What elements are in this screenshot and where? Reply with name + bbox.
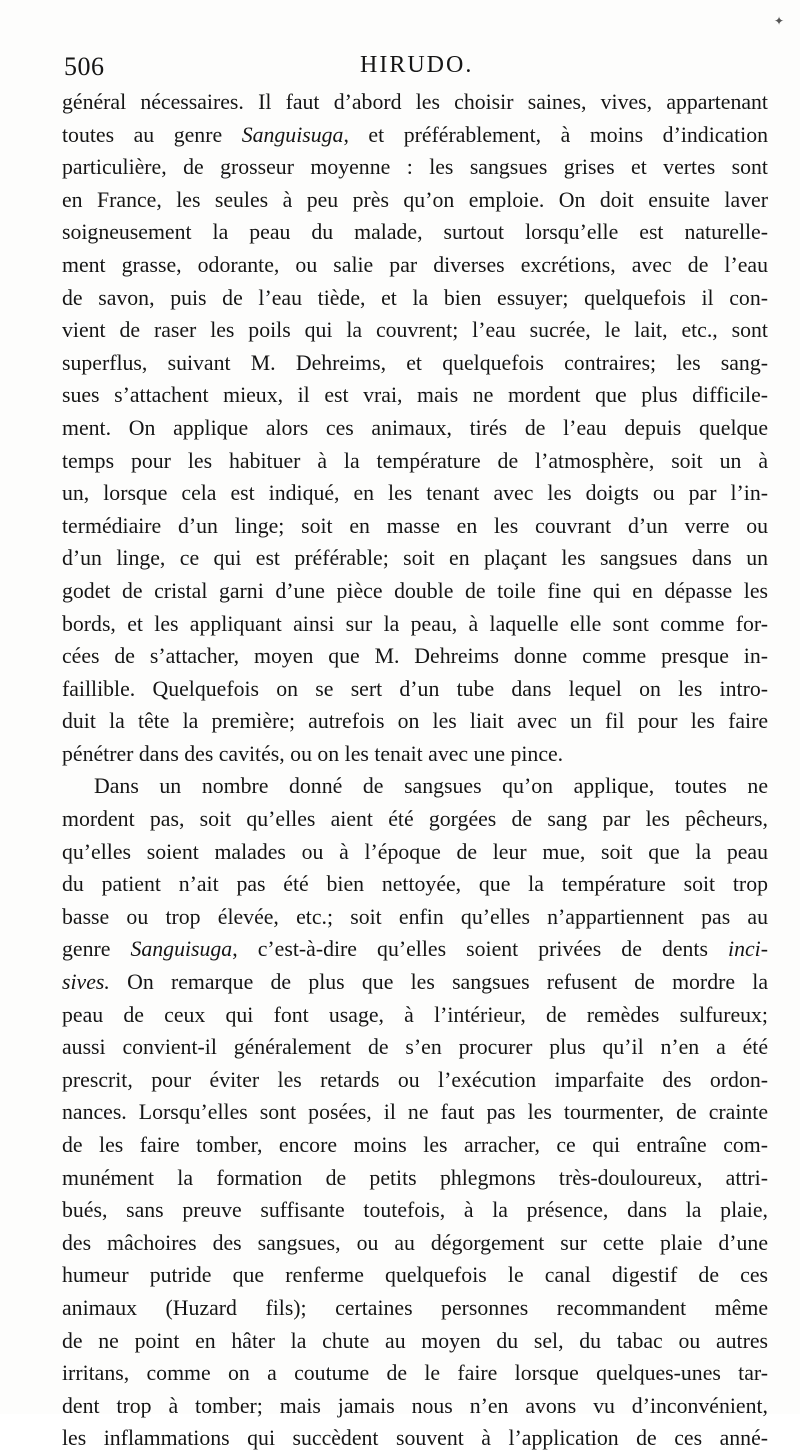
text-line: cées de s’attacher, moyen que M. Dehreims donne comme presque in- xyxy=(62,644,768,669)
text-line: aussi convient-il généralement de s’en procurer plus qu’il n’en a été xyxy=(62,1035,768,1060)
text-line: godet de cristal garni d’une pièce double de toile fine qui en dépasse les xyxy=(62,578,768,603)
text-line: prescrit, pour éviter les retards ou l’exécution imparfaite des ordon- xyxy=(62,1067,768,1092)
text-line: de ne point en hâter la chute au moyen du sel, du tabac ou autres xyxy=(62,1328,768,1353)
text-line: bués, sans preuve suffisante toutefois, à la présence, dans la plaie, xyxy=(62,1198,768,1223)
text-line: toutes au genre Sanguisuga, et préférablement, à moins d’indication xyxy=(62,122,769,147)
text-line: sives. On remarque de plus que les sangsues refusent de mordre la xyxy=(62,970,768,995)
text-line: du patient n’ait pas été bien nettoyée, que la température soit trop xyxy=(62,872,768,897)
text-line: munément la formation de petits phlegmons très-douloureux, attri- xyxy=(62,1165,768,1190)
text-line: humeur putride que renferme quelquefois le canal digestif de ces xyxy=(62,1263,768,1288)
text-line: mordent pas, soit qu’elles aient été gorgées de sang par les pêcheurs, xyxy=(62,807,768,832)
text-line: superflus, suivant M. Dehreims, et quelquefois contraires; les sang- xyxy=(62,350,768,375)
running-head-title: HIRUDO. xyxy=(360,52,474,78)
paragraph-end-line: pénétrer dans des cavités, ou on les tenait avec une pince. xyxy=(62,741,564,766)
text-line: d’un linge, ce qui est préférable; soit en plaçant les sangsues dans un xyxy=(62,546,768,571)
text-line: ment. On applique alors ces animaux, tirés de l’eau depuis quelque xyxy=(62,415,768,440)
ink-mark: ✦ xyxy=(774,14,785,28)
text-line: de savon, puis de l’eau tiède, et la bien essuyer; quelquefois il con- xyxy=(62,285,768,310)
paragraph-start-line: Dans un nombre donné de sangsues qu’on applique, toutes ne xyxy=(94,774,768,799)
text-line: particulière, de grosseur moyenne : les sangsues grises et vertes sont xyxy=(62,155,768,180)
text-line: des mâchoires des sangsues, ou au dégorgement sur cette plaie d’une xyxy=(62,1230,768,1255)
text-line: en France, les seules à peu près qu’on emploie. On doit ensuite laver xyxy=(62,187,768,212)
text-line: vient de raser les poils qui la couvrent; l’eau sucrée, le lait, etc., sont xyxy=(62,318,768,343)
text-line: nances. Lorsqu’elles sont posées, il ne faut pas les tourmenter, de crainte xyxy=(62,1100,768,1125)
text-line: faillible. Quelquefois on se sert d’un tube dans lequel on les intro- xyxy=(62,676,768,701)
body-text xyxy=(62,86,768,1455)
text-line: sues s’attachent mieux, il est vrai, mais ne mordent que plus difficile- xyxy=(62,383,768,408)
text-line: duit la tête la première; autrefois on les liait avec un fil pour les faire xyxy=(62,709,768,734)
text-line: peau de ceux qui font usage, à l’intérieur, de remèdes sulfureux; xyxy=(62,1002,768,1027)
text-line: genre Sanguisuga, c’est-à-dire qu’elles soient privées de dents inci- xyxy=(62,937,768,962)
text-line: général nécessaires. Il faut d’abord les choisir saines, vives, appartenant xyxy=(62,90,768,114)
page-number: 506 xyxy=(64,52,105,81)
text-line: soigneusement la peau du malade, surtout lorsqu’elle est naturelle- xyxy=(62,220,768,245)
text-line: basse ou trop élevée, etc.; soit enfin qu’elles n’appartiennent pas au xyxy=(62,904,768,929)
text-line: qu’elles soient malades ou à l’époque de leur mue, soit que la peau xyxy=(62,839,768,864)
text-line: temps pour les habituer à la température de l’atmosphère, soit un à xyxy=(62,448,768,473)
text-line: termédiaire d’un linge; soit en masse en les couvrant d’un verre ou xyxy=(62,513,768,538)
text-line: les inflammations qui succèdent souvent à l’application de ces anné- xyxy=(62,1426,768,1451)
text-line: dent trop à tomber; mais jamais nous n’en avons vu d’inconvénient, xyxy=(62,1393,768,1418)
text-line: ment grasse, odorante, ou salie par diverses excrétions, avec de l’eau xyxy=(62,252,768,277)
text-line: de les faire tomber, encore moins les arracher, ce qui entraîne com- xyxy=(62,1133,768,1157)
text-line: animaux (Huzard fils); certaines personnes recommandent même xyxy=(62,1295,768,1320)
running-head xyxy=(64,52,764,86)
text-line: bords, et les appliquant ainsi sur la peau, à laquelle elle sont comme for- xyxy=(62,611,768,636)
text-line: irritans, comme on a coutume de le faire lorsque quelques-unes tar- xyxy=(62,1361,768,1386)
text-line: un, lorsque cela est indiqué, en les tenant avec les doigts ou par l’in- xyxy=(62,481,768,506)
